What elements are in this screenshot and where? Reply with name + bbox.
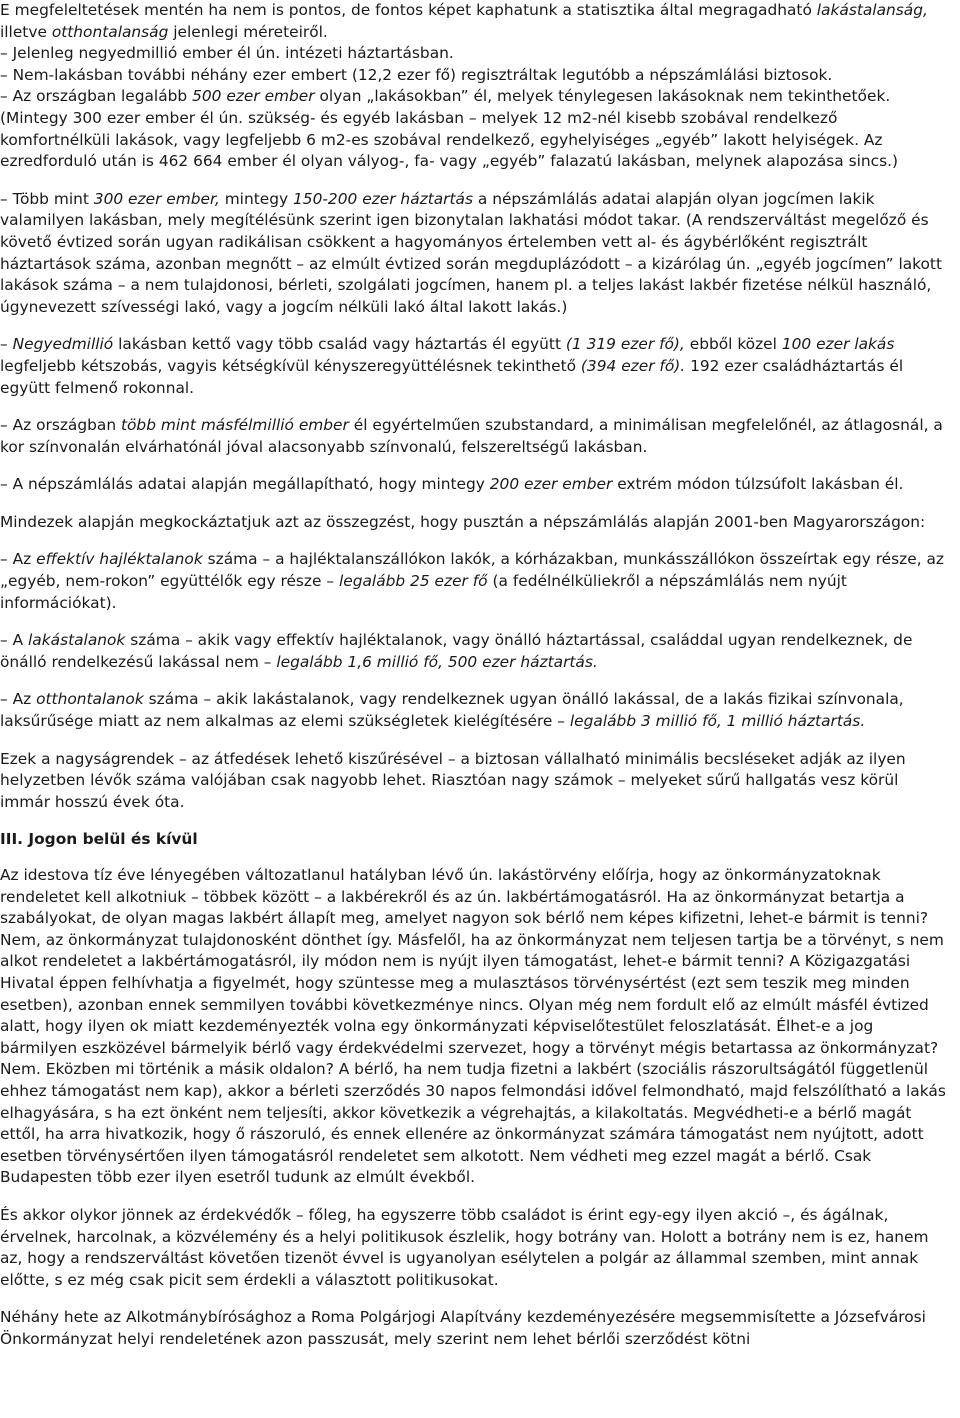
text: száma – akik lakástalanok, vagy rendelkeznek ugyan önálló lakással, de a lakás fizikai színvonala, laksűrűsége miatt az nem alkalmas az elemi szükségletek kielégítésére – — [0, 690, 904, 731]
text-italic: 200 ezer ember — [489, 475, 613, 494]
text: olyan „lakásokban” él, melyek ténylegesen lakásoknak nem tekinthetőek. (Mintegy 300 ezer ember él ún. szükség- és egyéb lakásban – melyek 12 m2-nél kisebb szobával rendelkező komfortnélküli lakások, vagy legfeljebb 6 m2-es szobával rendelkező, egyhelyiséges „egyéb” lakott helyiségek. Az ezredforduló után is 462 664 ember él olyan vályog-, fa- vagy „egyéb” falazatú lakásban, melynek alapozása sincs.) — [0, 87, 899, 171]
text: – A — [0, 631, 29, 650]
text-italic: legalább 25 ezer fő — [338, 572, 488, 591]
text-italic: Negyedmillió — [12, 335, 114, 354]
text-italic: lakástalanok — [28, 631, 126, 650]
text: Ezek a nagyságrendek – az átfedések lehető kiszűrésével – a biztosan vállalható minimális becsléseket adják az ilyen helyzetben lévők száma valójában csak nagyobb lehet. Riasztóan nagy számok – melyeket sűrű hallgatás vesz körül immár hosszú évek óta. — [0, 749, 906, 811]
paragraph — [0, 749, 952, 814]
text: (a fedélnélküliekről a népszámlálás nem nyújt információkat). — [0, 572, 847, 612]
text-italic: effektív hajléktalanok — [36, 550, 203, 569]
text: száma – a hajléktalanszállókon lakók, a kórházakban, munkásszállókon összeírtak egy része, az „egyéb, nem-rokon” együttélők egy része – — [0, 550, 945, 591]
list-item — [0, 189, 952, 319]
text: a népszámlálás adatai alapján olyan jogcímen lakik valamilyen lakásban, mely megítélésünk szerint igen bizonytalan lakhatási módot takar. (A rendszerváltást megelőző és követő évtized során ugyan radikálisan csökkent a hagyományos értelemben vett al- és ágybérlőként regisztrált háztartások száma, azonban megnőtt – az elmúlt évtized során megduplázódott – a kizárólag ún. „egyéb jogcímen” lakott lakások száma – a nem tulajdonosi, bérleti, szolgálati jogcímen, hanem pl. a teljes lakást lakbér fizetése nélkül használó, úgynevezett szívességi lakó, vagy a jogcím nélküli lakó által lakott lakás.) — [0, 189, 943, 316]
paragraph-intro — [0, 0, 952, 43]
paragraph — [0, 865, 952, 1189]
text: – Több mint — [0, 189, 94, 208]
text-italic: otthontalanság — [51, 22, 169, 41]
text: – A népszámlálás adatai alapján megállapítható, hogy mintegy — [0, 475, 490, 494]
text: illetve — [0, 22, 52, 41]
list-item — [0, 65, 952, 87]
list-item — [0, 474, 952, 496]
paragraph — [0, 1205, 952, 1291]
list-item — [0, 689, 952, 732]
text: extrém módon túlzsúfolt lakásban él. — [612, 475, 904, 494]
text: – Jelenleg negyedmillió ember él ún. intézeti háztartásban. — [0, 44, 454, 63]
text-italic: (1 319 ezer fő), — [565, 335, 685, 354]
text: – Az országban legalább — [0, 87, 193, 106]
text: E megfeleltetések mentén ha nem is pontos, de fontos képet kaphatunk a statisztika által megragadható — [0, 1, 817, 19]
text-italic: több mint másfélmillió ember — [120, 416, 349, 435]
text-italic: legalább 1,6 millió fő, 500 ezer háztartás. — [276, 652, 598, 671]
text: lakásban kettő vagy több család vagy háztartás él együtt — [113, 335, 566, 354]
text: 192 ezer családháztartás él együtt felmenő rokonnal. — [0, 356, 904, 397]
text: Mindezek alapján megkockáztatjuk azt az összegzést, hogy pusztán a népszámlálás alapján 2001-ben Magyarországon: — [0, 512, 926, 531]
text-italic: 100 ezer lakás — [781, 335, 895, 354]
text-italic: lakástalanság, — [816, 1, 928, 19]
list-item — [0, 549, 952, 614]
text-italic: legalább 3 millió fő, 1 millió háztartás. — [569, 712, 866, 731]
text-italic: otthontalanok — [36, 690, 144, 709]
text: jelenlegi méreteiről. — [168, 22, 328, 41]
text-italic: 500 ezer ember — [192, 87, 315, 106]
paragraph — [0, 1307, 952, 1350]
section-heading: III. Jogon belül és kívül — [0, 830, 198, 849]
text: És akkor olykor jönnek az érdekvédők – főleg, ha egyszerre több családot is érint egy-egy ilyen akció –, és ágálnak, érvelnek, harcolnak, a közvélemény és a helyi politikusok észlelik, hogy botrány van. Holott a botrány nem is ez, hanem az, hogy a rendszerváltást követően tizenöt évvel is ugyanolyan esélytelen a polgár az állammal szemben, mint annak előtte, s ez még csak picit sem érdekli a választott politikusokat. — [0, 1205, 929, 1289]
text: – Nem-lakásban további néhány ezer embert (12,2 ezer fő) regisztráltak legutóbb a népszámlálási biztosok. — [0, 65, 833, 84]
list-item — [0, 630, 952, 673]
list-item — [0, 43, 952, 65]
list-item — [0, 86, 952, 172]
text: Néhány hete az Alkotmánybírósághoz a Roma Polgárjogi Alapítvány kezdeményezésére megsemmisítette a Józsefvárosi Önkormányzat helyi rendeletének azon passzusát, mely szerint nem lehet bérlői szerződést kötni — [0, 1308, 926, 1348]
text: ebből közel — [684, 335, 782, 354]
text: él egyértelműen szubstandard, a minimálisan megfelelőnél, az átlagosnál, a kor színvonalán elvárhatónál jóval alacsonyabb színvonalú, felszereltségű lakásban. — [0, 416, 943, 456]
text: mintegy — [219, 189, 293, 208]
text: legfeljebb kétszobás, vagyis kétségkívül kényszeregyüttélésnek tekinthető — [0, 356, 581, 375]
text: száma – akik vagy effektív hajléktalanok, vagy önálló háztartással, családdal ugyan rendelkeznek, de önálló rendelkezésű lakással nem – — [0, 631, 913, 671]
text: – Az országban — [0, 416, 121, 435]
paragraph — [0, 512, 952, 534]
text: – Az — [0, 550, 37, 569]
text-italic: (394 ezer fő). — [580, 356, 686, 375]
text-italic: 150-200 ezer háztartás — [293, 189, 473, 208]
list-item — [0, 334, 952, 399]
text-italic: 300 ezer ember, — [93, 189, 220, 208]
list-item — [0, 415, 952, 458]
text: – Az — [0, 690, 37, 709]
text: – — [0, 335, 13, 354]
text: Az idestova tíz éve lényegében változatlanul hatályban lévő ún. lakástörvény előírja, hogy az önkormányzatoknak rendeletet kell alkotniuk – többek között – a lakbérekről és az ún. lakbértámogatásról. Ha az önkormányzat betartja a szabályokat, de olyan magas lakbért állapít meg, amelyet nagyon sok bérlő nem képes kifizetni, lehet-e bármit is tenni? Nem, az önkormányzat tulajdonosként dönthet így. Másfelől, ha az önkormányzat nem teljesen tartja be a törvényt, s nem alkot rendeletet a lakbértámogatásról, ily módon nem is nyújt ilyen támogatást, lehet-e bármit tenni? A Közigazgatási Hivatal éppen felhívhatja a figyelmét, hogy szüntesse meg a mulasztásos törvénysértést (ezt sem teszik meg minden esetben), azonban ennek semmilyen további következménye nincs. Olyan még nem fordult elő az elmúlt másfél évtized alatt, hogy ilyen ok miatt kezdeményezték volna egy önkormányzati képviselőtestület feloszlatását. Élhet-e a jog bármilyen eszközével bármelyik bérlő vagy érdekvédelmi szervezet, hogy a törvényt mégis betartassa az önkormányzat? Nem. Eközben mi történik a másik oldalon? A bérlő, ha nem tudja fizetni a lakbért (szociális rászorultságától függetlenül ehhez támogatást nem kap), akkor a bérleti szerződés 30 napos felmondási idővel felmondható, majd felszólítható a lakás elhagyására, s ha ezt önként nem teljesíti, akkor következik a végrehajtás, a kilakoltatás. Megvédheti-e a bérlő magát ettől, ha arra hivatkozik, hogy ő rászoruló, és ennek ellenére az önkormányzat számára támogatást nem nyújtott, adott esetben törvénysértően ilyen támogatásról rendeletet sem alkotott. Nem védheti meg ezzel magát a bérlő. Csak Budapesten több ezer ilyen esetről tudunk az elmúlt évekből. — [0, 866, 946, 1187]
